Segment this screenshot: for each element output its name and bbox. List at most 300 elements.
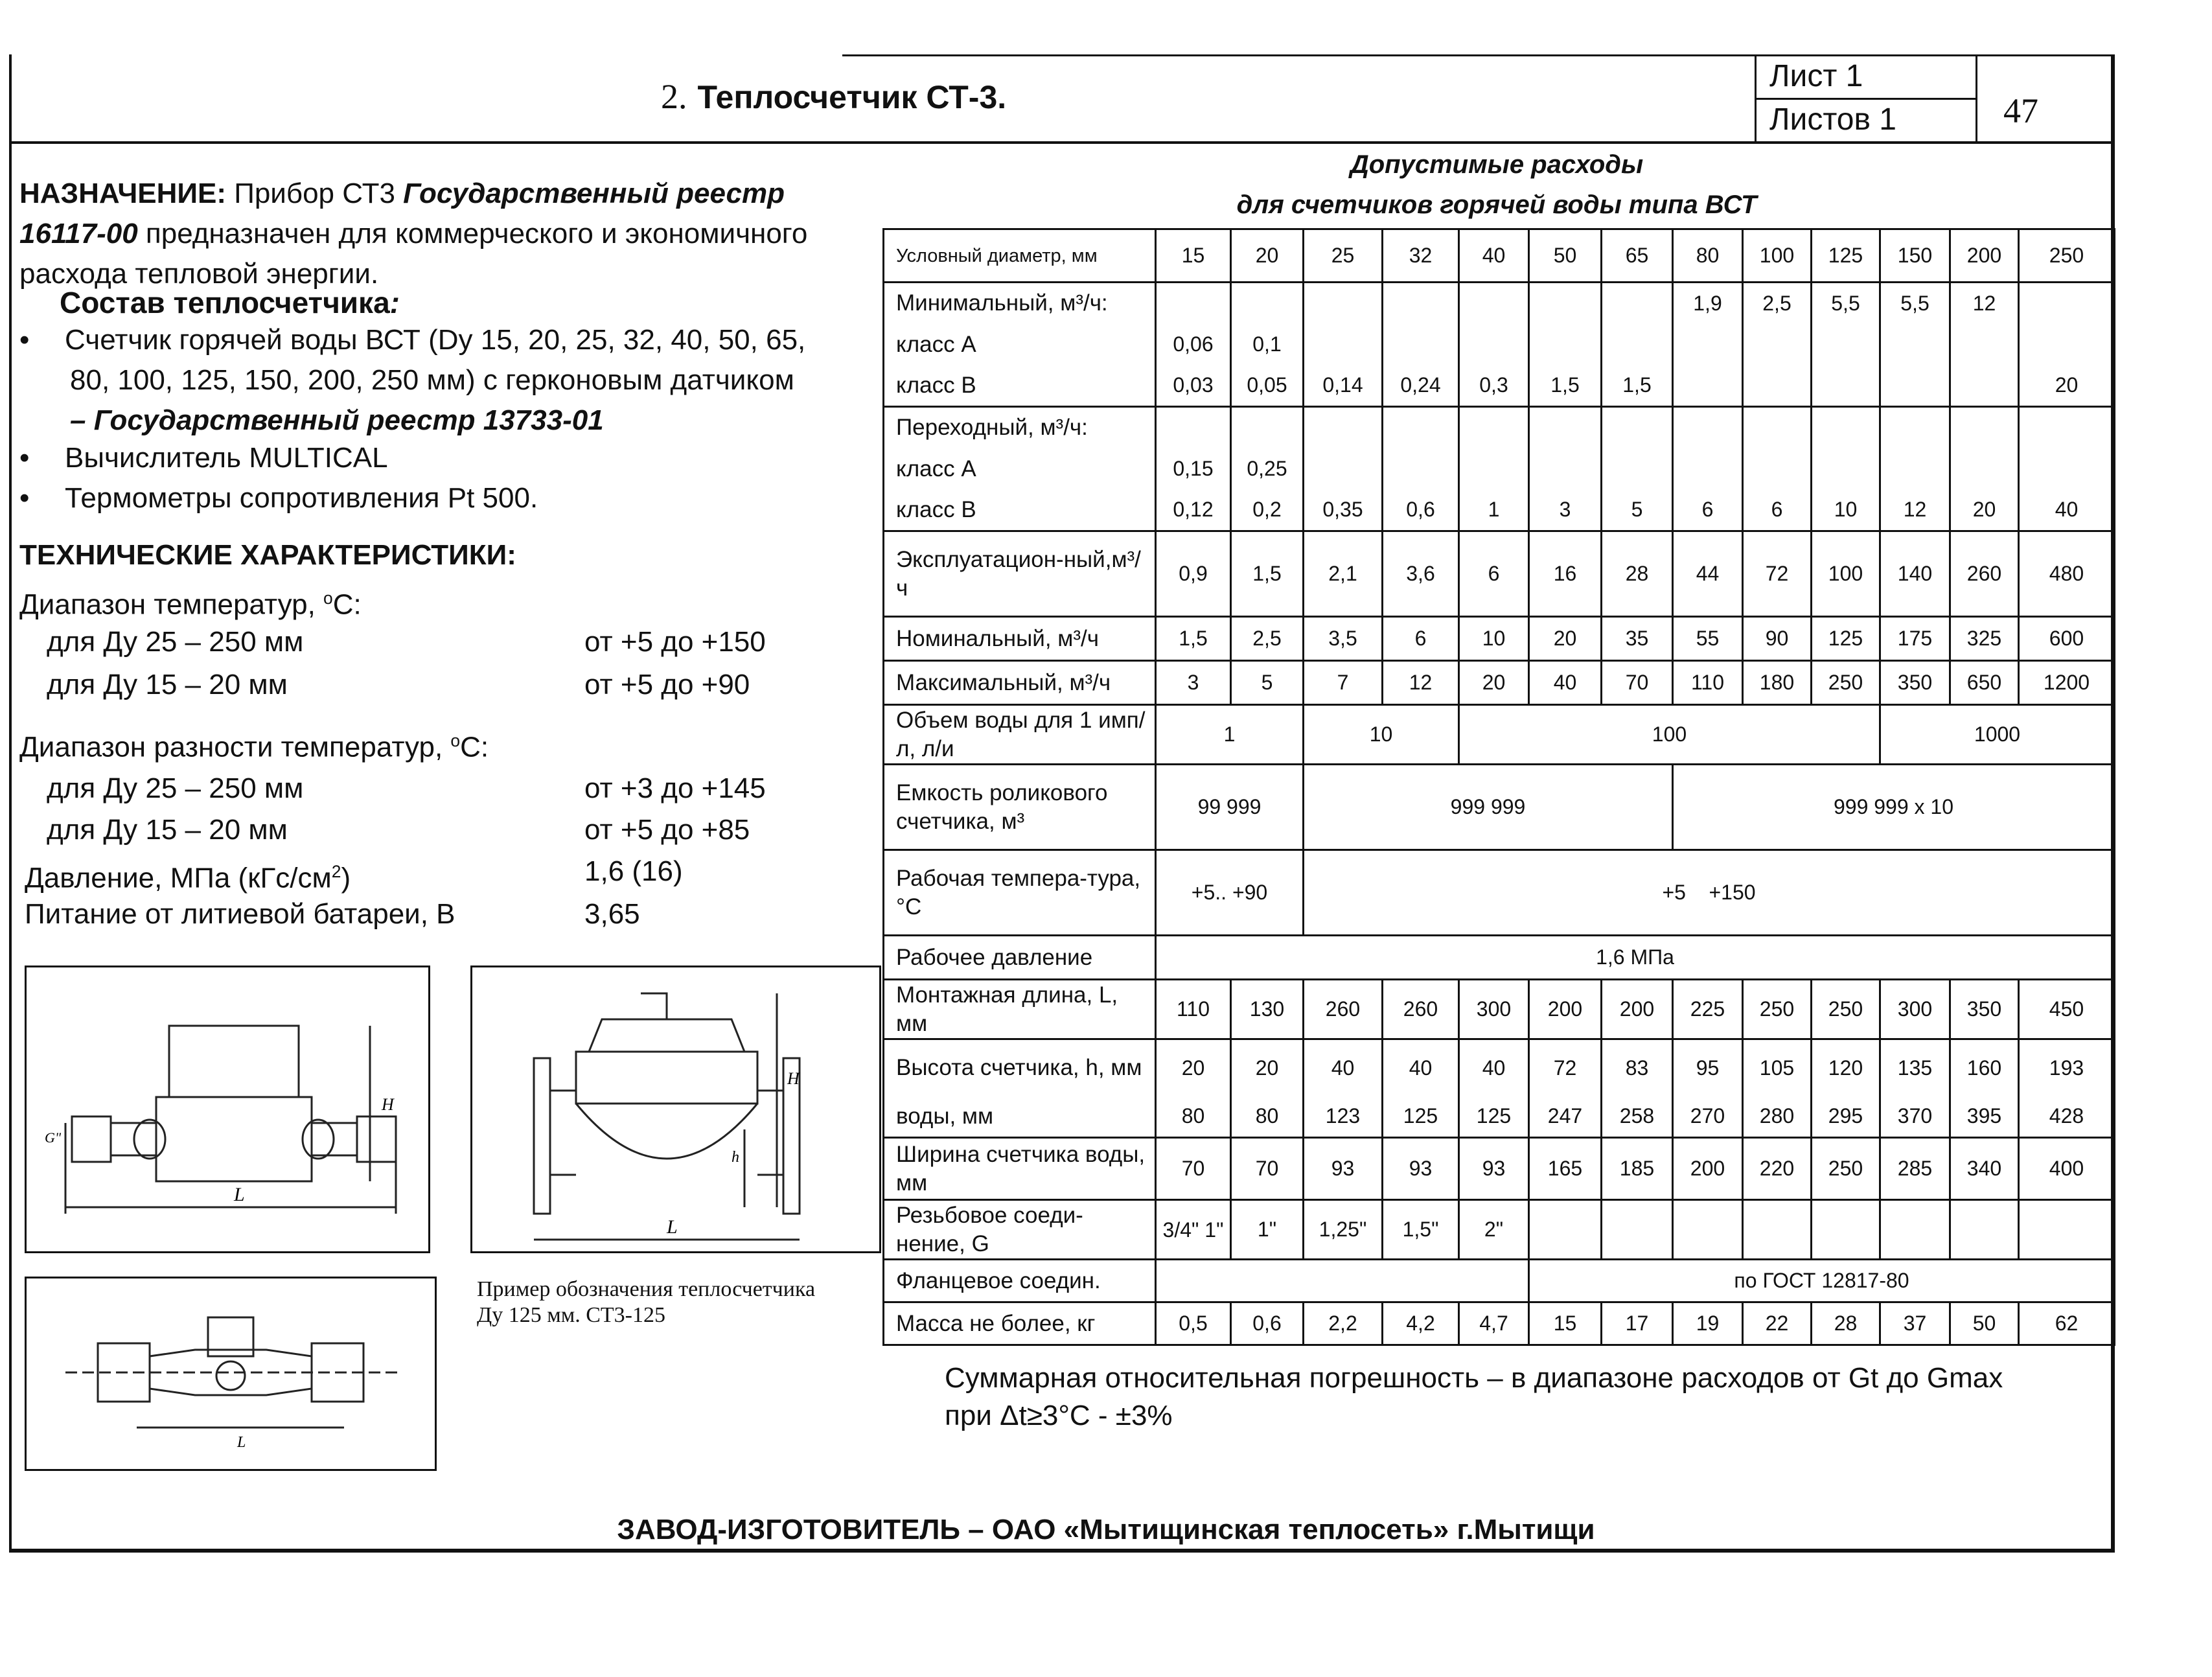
table-cell: 140 bbox=[1880, 531, 1950, 617]
table-cell: 270 bbox=[1673, 1096, 1743, 1138]
table-cell: 340 bbox=[1950, 1138, 2019, 1200]
table-cell bbox=[1304, 448, 1383, 490]
accuracy-note: Суммарная относительная погрешность – в диапазоне расходов от Gt до Gmax при Δt≥3°С - ±3% bbox=[945, 1362, 2003, 1431]
diff-row-value: от +3 до +145 bbox=[584, 772, 766, 804]
table-cell: 4,2 bbox=[1383, 1302, 1459, 1345]
table-cell: 300 bbox=[1880, 980, 1950, 1039]
table-cell: 650 bbox=[1950, 661, 2019, 705]
table-cell: 300 bbox=[1459, 980, 1529, 1039]
table-row bbox=[884, 365, 2115, 407]
table-cell: 3/4" 1" bbox=[1156, 1200, 1231, 1260]
table-cell: 20 bbox=[1156, 1039, 1231, 1096]
table-cell: 19 bbox=[1673, 1302, 1743, 1345]
table-cell: 100 bbox=[1743, 229, 1812, 283]
table-cell bbox=[2019, 1200, 2115, 1260]
table-cell bbox=[1602, 448, 1673, 490]
table-cell bbox=[2019, 324, 2115, 365]
spec-table bbox=[882, 228, 2115, 1346]
page-cell bbox=[1976, 54, 2115, 143]
svg-text:H: H bbox=[787, 1069, 800, 1088]
table-cell: 1,5" bbox=[1383, 1200, 1459, 1260]
table-cell: 0,05 bbox=[1231, 365, 1304, 407]
table-cell: 600 bbox=[2019, 617, 2115, 661]
table-cell: 20 bbox=[1459, 661, 1529, 705]
table-caption-1: Допустимые расходы bbox=[1350, 150, 1644, 179]
sheet-cell: Лист 1 bbox=[1755, 54, 1977, 100]
table-cell: 15 bbox=[1529, 1302, 1602, 1345]
table-cell: 12 bbox=[1880, 490, 1950, 531]
table-cell bbox=[1529, 407, 1602, 448]
table-cell: 12 bbox=[1950, 283, 2019, 324]
page-title: 2. Теплосчетчик СТ-3. bbox=[661, 77, 1007, 116]
table-cell: 1" bbox=[1231, 1200, 1304, 1260]
table-cell: 22 bbox=[1743, 1302, 1812, 1345]
manufacturer-footer: ЗАВОД-ИЗГОТОВИТЕЛЬ – ОАО «Мытищинская теплосеть» г.Мытищи bbox=[617, 1514, 1595, 1545]
table-row bbox=[884, 617, 2115, 661]
table-cell: 1,25" bbox=[1304, 1200, 1383, 1260]
table-cell bbox=[1156, 407, 1231, 448]
row-label: класс А bbox=[884, 448, 1156, 490]
list-item: • Вычислитель MULTICAL bbox=[19, 442, 388, 474]
table-cell bbox=[1812, 1200, 1880, 1260]
table-cell: 350 bbox=[1880, 661, 1950, 705]
table-cell: 428 bbox=[2019, 1096, 2115, 1138]
row-label: Эксплуатацион-ный,м³/ч bbox=[884, 531, 1156, 617]
table-cell: 2" bbox=[1459, 1200, 1529, 1260]
table-cell: 400 bbox=[2019, 1138, 2115, 1200]
figure-caption: Пример обозначения теплосчетчика Ду 125 мм. СТ3-125 bbox=[477, 1277, 816, 1327]
table-cell: 28 bbox=[1812, 1302, 1880, 1345]
table-cell: 3,6 bbox=[1383, 531, 1459, 617]
row-label: Высота счетчика, h, мм bbox=[884, 1039, 1156, 1096]
table-cell: 0,24 bbox=[1383, 365, 1459, 407]
table-cell bbox=[1673, 365, 1743, 407]
row-label: Минимальный, м³/ч: bbox=[884, 283, 1156, 324]
table-cell: 295 bbox=[1812, 1096, 1880, 1138]
table-cell: 110 bbox=[1156, 980, 1231, 1039]
table-cell: 1,5 bbox=[1231, 531, 1304, 617]
table-cell: 999 999 x 10 bbox=[1673, 765, 2115, 850]
table-cell: 1 bbox=[1156, 705, 1304, 765]
table-row bbox=[884, 850, 2115, 936]
table-cell: 17 bbox=[1602, 1302, 1673, 1345]
table-cell bbox=[1880, 365, 1950, 407]
table-cell: 185 bbox=[1602, 1138, 1673, 1200]
table-cell: 40 bbox=[2019, 490, 2115, 531]
table-cell: 80 bbox=[1156, 1096, 1231, 1138]
row-label: Условный диаметр, мм bbox=[884, 229, 1156, 283]
row-label: Масса не более, кг bbox=[884, 1302, 1156, 1345]
table-cell: 100 bbox=[1812, 531, 1880, 617]
table-cell: 1,5 bbox=[1156, 617, 1231, 661]
table-row bbox=[884, 1302, 2115, 1345]
row-label: класс В bbox=[884, 490, 1156, 531]
table-cell: 93 bbox=[1304, 1138, 1383, 1200]
table-cell: 180 bbox=[1743, 661, 1812, 705]
table-cell: 4,7 bbox=[1459, 1302, 1529, 1345]
table-row bbox=[884, 765, 2115, 850]
table-cell bbox=[1880, 448, 1950, 490]
table-cell: 3 bbox=[1529, 490, 1602, 531]
table-cell: 258 bbox=[1602, 1096, 1673, 1138]
row-label: воды, мм bbox=[884, 1096, 1156, 1138]
table-cell: 1 bbox=[1459, 490, 1529, 531]
table-cell: 25 bbox=[1304, 229, 1383, 283]
table-cell: 6 bbox=[1673, 490, 1743, 531]
power-value: 3,65 bbox=[584, 898, 640, 930]
row-label: Рабочее давление bbox=[884, 936, 1156, 980]
table-cell: 1,6 МПа bbox=[1156, 936, 2115, 980]
table-cell: 40 bbox=[1459, 1039, 1529, 1096]
composition-title: Состав теплосчетчика: bbox=[60, 286, 400, 319]
table-cell: 160 bbox=[1950, 1039, 2019, 1096]
table-cell bbox=[1529, 448, 1602, 490]
table-cell: 0,14 bbox=[1304, 365, 1383, 407]
table-cell: 3,5 bbox=[1304, 617, 1383, 661]
composition-list bbox=[19, 320, 875, 518]
table-cell bbox=[1743, 1200, 1812, 1260]
table-cell bbox=[1743, 448, 1812, 490]
table-cell bbox=[1950, 1200, 2019, 1260]
table-cell: 250 bbox=[1812, 1138, 1880, 1200]
table-cell bbox=[1673, 448, 1743, 490]
meter-drawing-front bbox=[25, 966, 430, 1253]
table-cell bbox=[1304, 324, 1383, 365]
table-cell: 6 bbox=[1459, 531, 1529, 617]
table-cell: 28 bbox=[1602, 531, 1673, 617]
table-cell bbox=[1812, 365, 1880, 407]
table-cell: 105 bbox=[1743, 1039, 1812, 1096]
table-cell bbox=[1602, 324, 1673, 365]
table-cell: 125 bbox=[1459, 1096, 1529, 1138]
table-row bbox=[884, 531, 2115, 617]
table-cell bbox=[1880, 407, 1950, 448]
table-cell: 2,5 bbox=[1231, 617, 1304, 661]
table-cell: 999 999 bbox=[1304, 765, 1673, 850]
table-row bbox=[884, 1200, 2115, 1260]
table-cell: 2,2 bbox=[1304, 1302, 1383, 1345]
meter-flange-svg bbox=[472, 967, 879, 1251]
table-cell bbox=[1383, 448, 1459, 490]
table-cell: 2,5 bbox=[1743, 283, 1812, 324]
table-cell bbox=[1743, 365, 1812, 407]
row-label: Резьбовое соеди-нение, G bbox=[884, 1200, 1156, 1260]
list-item-cont: 80, 100, 125, 150, 200, 250 мм) с герконовым датчиком bbox=[70, 364, 794, 396]
table-cell bbox=[1156, 283, 1231, 324]
row-label: Ширина счетчика воды, мм bbox=[884, 1138, 1156, 1200]
table-row bbox=[884, 407, 2115, 448]
table-cell: 37 bbox=[1880, 1302, 1950, 1345]
table-row bbox=[884, 490, 2115, 531]
table-cell: 125 bbox=[1812, 229, 1880, 283]
table-cell: 250 bbox=[2019, 229, 2115, 283]
table-cell bbox=[1459, 283, 1529, 324]
table-cell: 90 bbox=[1743, 617, 1812, 661]
table-cell: 40 bbox=[1459, 229, 1529, 283]
table-cell: 0,25 bbox=[1231, 448, 1304, 490]
meter-drawing-flange bbox=[470, 966, 881, 1253]
list-item-cont: – Государственный реестр 13733-01 bbox=[70, 404, 604, 436]
table-row bbox=[884, 1260, 2115, 1302]
table-cell: 350 bbox=[1950, 980, 2019, 1039]
table-cell: по ГОСТ 12817-80 bbox=[1529, 1260, 2115, 1302]
table-cell: 50 bbox=[1529, 229, 1602, 283]
table-cell: 1,9 bbox=[1673, 283, 1743, 324]
meter-top-svg bbox=[27, 1278, 435, 1469]
table-cell bbox=[1529, 1200, 1602, 1260]
page-number: 47 bbox=[2003, 91, 2038, 130]
table-cell: 0,12 bbox=[1156, 490, 1231, 531]
table-cell bbox=[1812, 407, 1880, 448]
table-cell: 95 bbox=[1673, 1039, 1743, 1096]
table-cell: 40 bbox=[1304, 1039, 1383, 1096]
table-cell bbox=[1880, 324, 1950, 365]
table-row bbox=[884, 324, 2115, 365]
table-cell: 5 bbox=[1602, 490, 1673, 531]
table-cell: 100 bbox=[1459, 705, 1880, 765]
table-cell: 99 999 bbox=[1156, 765, 1304, 850]
table-cell: 20 bbox=[1529, 617, 1602, 661]
row-label: класс В bbox=[884, 365, 1156, 407]
table-cell: 260 bbox=[1950, 531, 2019, 617]
table-cell: 10 bbox=[1812, 490, 1880, 531]
table-cell: +5 +150 bbox=[1304, 850, 2115, 936]
table-cell: 1200 bbox=[2019, 661, 2115, 705]
table-cell: 80 bbox=[1673, 229, 1743, 283]
diff-range: Диапазон разности температур, $^o$C: bbox=[19, 731, 489, 763]
table-cell: 480 bbox=[2019, 531, 2115, 617]
table-cell bbox=[2019, 448, 2115, 490]
table-cell: 193 bbox=[2019, 1039, 2115, 1096]
table-row bbox=[884, 661, 2115, 705]
table-cell bbox=[1743, 407, 1812, 448]
table-cell: 285 bbox=[1880, 1138, 1950, 1200]
row-label: Рабочая темпера-тура, °С bbox=[884, 850, 1156, 936]
table-row bbox=[884, 448, 2115, 490]
row-label: Номинальный, м³/ч bbox=[884, 617, 1156, 661]
table-cell: 0,35 bbox=[1304, 490, 1383, 531]
table-row bbox=[884, 1138, 2115, 1200]
table-row bbox=[884, 283, 2115, 324]
table-cell: 80 bbox=[1231, 1096, 1304, 1138]
sheet-box bbox=[1755, 54, 2115, 143]
pressure-label: Давление, МПа $(кГс/см^2)$ bbox=[25, 862, 351, 894]
list-item: • Счетчик горячей воды ВСТ (Dy 15, 20, 25, 32, 40, 50, 65, bbox=[19, 324, 806, 356]
power-label: Питание от литиевой батареи, В bbox=[25, 898, 455, 930]
table-cell: 55 bbox=[1673, 617, 1743, 661]
temp-row: для Ду 25 – 250 мм bbox=[47, 626, 304, 658]
row-label: Максимальный, м³/ч bbox=[884, 661, 1156, 705]
table-cell: 175 bbox=[1880, 617, 1950, 661]
table-cell bbox=[1231, 283, 1304, 324]
table-cell: 6 bbox=[1383, 617, 1459, 661]
table-cell bbox=[1459, 324, 1529, 365]
meter-front-svg bbox=[27, 967, 428, 1251]
table-cell: +5.. +90 bbox=[1156, 850, 1304, 936]
table-cell: 40 bbox=[1529, 661, 1602, 705]
table-cell: 0,9 bbox=[1156, 531, 1231, 617]
table-cell: 83 bbox=[1602, 1039, 1673, 1096]
table-cell: 125 bbox=[1812, 617, 1880, 661]
table-cell: 450 bbox=[2019, 980, 2115, 1039]
table-cell: 65 bbox=[1602, 229, 1673, 283]
table-cell: 200 bbox=[1673, 1138, 1743, 1200]
table-cell: 20 bbox=[1231, 229, 1304, 283]
table-caption-2: для счетчиков горячей воды типа ВСТ bbox=[1236, 191, 1757, 219]
row-label: Фланцевое соедин. bbox=[884, 1260, 1156, 1302]
table-cell: 250 bbox=[1743, 980, 1812, 1039]
table-cell bbox=[1880, 1200, 1950, 1260]
table-cell: 0,3 bbox=[1459, 365, 1529, 407]
table-cell: 250 bbox=[1812, 980, 1880, 1039]
diff-row: для Ду 25 – 250 мм bbox=[47, 772, 304, 804]
temp-row-value: от +5 до +150 bbox=[584, 626, 766, 658]
table-cell bbox=[1231, 407, 1304, 448]
row-label: Объем воды для 1 имп/л, л/и bbox=[884, 705, 1156, 765]
table-cell: 0,2 bbox=[1231, 490, 1304, 531]
table-cell bbox=[1383, 283, 1459, 324]
table-cell bbox=[1602, 283, 1673, 324]
table-cell: 5 bbox=[1231, 661, 1304, 705]
table-cell: 16 bbox=[1529, 531, 1602, 617]
table-cell bbox=[2019, 407, 2115, 448]
table-cell: 260 bbox=[1383, 980, 1459, 1039]
table-cell: 72 bbox=[1529, 1039, 1602, 1096]
table-cell: 395 bbox=[1950, 1096, 2019, 1138]
temp-row: для Ду 15 – 20 мм bbox=[47, 669, 288, 700]
table-cell: 0,06 bbox=[1156, 324, 1231, 365]
table-cell: 0,6 bbox=[1231, 1302, 1304, 1345]
table-cell: 72 bbox=[1743, 531, 1812, 617]
row-label: Емкость роликового счетчика, м³ bbox=[884, 765, 1156, 850]
table-cell: 0,15 bbox=[1156, 448, 1231, 490]
table-cell: 200 bbox=[1529, 980, 1602, 1039]
table-cell: 123 bbox=[1304, 1096, 1383, 1138]
table-cell: 70 bbox=[1231, 1138, 1304, 1200]
svg-text:L: L bbox=[234, 1184, 245, 1205]
table-cell: 15 bbox=[1156, 229, 1231, 283]
diff-row: для Ду 15 – 20 мм bbox=[47, 814, 288, 846]
table-cell: 220 bbox=[1743, 1138, 1812, 1200]
table-cell: 247 bbox=[1529, 1096, 1602, 1138]
table-cell: 70 bbox=[1156, 1138, 1231, 1200]
table-cell: 20 bbox=[1950, 490, 2019, 531]
table-cell: 0,5 bbox=[1156, 1302, 1231, 1345]
table-cell: 225 bbox=[1673, 980, 1743, 1039]
table-cell: 150 bbox=[1880, 229, 1950, 283]
table-cell bbox=[1459, 448, 1529, 490]
table-cell: 200 bbox=[1602, 980, 1673, 1039]
table-cell: 2,1 bbox=[1304, 531, 1383, 617]
table-cell: 135 bbox=[1880, 1039, 1950, 1096]
temp-row-value: от +5 до +90 bbox=[584, 669, 750, 700]
table-cell bbox=[1812, 324, 1880, 365]
table-cell: 1000 bbox=[1880, 705, 2115, 765]
table-cell bbox=[1673, 407, 1743, 448]
table-cell bbox=[1602, 1200, 1673, 1260]
table-cell bbox=[1383, 324, 1459, 365]
temp-range: Диапазон температур, $^o$C: bbox=[19, 588, 362, 621]
table-row bbox=[884, 1096, 2115, 1138]
table-cell: 50 bbox=[1950, 1302, 2019, 1345]
table-cell: 35 bbox=[1602, 617, 1673, 661]
table-cell: 62 bbox=[2019, 1302, 2115, 1345]
table-cell: 260 bbox=[1304, 980, 1383, 1039]
table-cell: 44 bbox=[1673, 531, 1743, 617]
table-cell: 0,1 bbox=[1231, 324, 1304, 365]
table-cell: 1,5 bbox=[1529, 365, 1602, 407]
table-cell: 0,03 bbox=[1156, 365, 1231, 407]
diff-row-value: от +5 до +85 bbox=[584, 814, 750, 846]
table-cell bbox=[1602, 407, 1673, 448]
table-cell bbox=[1383, 407, 1459, 448]
table-cell bbox=[1950, 407, 2019, 448]
table-cell: 10 bbox=[1304, 705, 1459, 765]
table-cell: 5,5 bbox=[1812, 283, 1880, 324]
table-cell: 20 bbox=[1231, 1039, 1304, 1096]
table-cell bbox=[1304, 283, 1383, 324]
table-cell: 125 bbox=[1383, 1096, 1459, 1138]
sheets-cell: Листов 1 bbox=[1755, 98, 1977, 143]
purpose-block: НАЗНАЧЕНИЕ: Прибор СТ3 Государственный реестр 16117-00 предназначен для коммерческого и экономичного расхода тепловой энергии. bbox=[19, 178, 808, 290]
table-cell bbox=[1304, 407, 1383, 448]
table-cell bbox=[1950, 324, 2019, 365]
table-cell: 200 bbox=[1950, 229, 2019, 283]
table-cell bbox=[1529, 283, 1602, 324]
table-cell: 93 bbox=[1459, 1138, 1529, 1200]
table-cell bbox=[1673, 1200, 1743, 1260]
svg-text:h: h bbox=[732, 1149, 739, 1166]
table-cell: 3 bbox=[1156, 661, 1231, 705]
svg-text:H: H bbox=[382, 1095, 394, 1114]
table-cell: 20 bbox=[2019, 365, 2115, 407]
table-cell: 12 bbox=[1383, 661, 1459, 705]
table-cell bbox=[1529, 324, 1602, 365]
pressure-value: 1,6 (16) bbox=[584, 855, 683, 887]
table-cell bbox=[1950, 365, 2019, 407]
table-cell: 165 bbox=[1529, 1138, 1602, 1200]
svg-text:L: L bbox=[237, 1434, 246, 1451]
table-row bbox=[884, 980, 2115, 1039]
table-cell: 70 bbox=[1602, 661, 1673, 705]
table-cell: 130 bbox=[1231, 980, 1304, 1039]
tech-title: ТЕХНИЧЕСКИЕ ХАРАКТЕРИСТИКИ: bbox=[19, 539, 516, 571]
list-item: • Термометры сопротивления Pt 500. bbox=[19, 482, 538, 514]
svg-text:L: L bbox=[667, 1216, 678, 1238]
table-cell bbox=[1673, 324, 1743, 365]
table-cell bbox=[2019, 283, 2115, 324]
table-cell bbox=[1459, 407, 1529, 448]
table-row bbox=[884, 229, 2115, 283]
table-cell: 120 bbox=[1812, 1039, 1880, 1096]
table-cell: 250 bbox=[1812, 661, 1880, 705]
table-cell: 10 bbox=[1459, 617, 1529, 661]
table-cell: 1,5 bbox=[1602, 365, 1673, 407]
table-cell: 93 bbox=[1383, 1138, 1459, 1200]
table-cell: 32 bbox=[1383, 229, 1459, 283]
table-cell: 6 bbox=[1743, 490, 1812, 531]
row-label: класс А bbox=[884, 324, 1156, 365]
table-cell: 370 bbox=[1880, 1096, 1950, 1138]
table-cell: 110 bbox=[1673, 661, 1743, 705]
table-cell: 5,5 bbox=[1880, 283, 1950, 324]
svg-text:G": G" bbox=[45, 1129, 62, 1146]
table-cell bbox=[1743, 324, 1812, 365]
table-cell bbox=[1156, 1260, 1529, 1302]
table-row bbox=[884, 936, 2115, 980]
table-cell bbox=[1950, 448, 2019, 490]
row-label: Переходный, м³/ч: bbox=[884, 407, 1156, 448]
